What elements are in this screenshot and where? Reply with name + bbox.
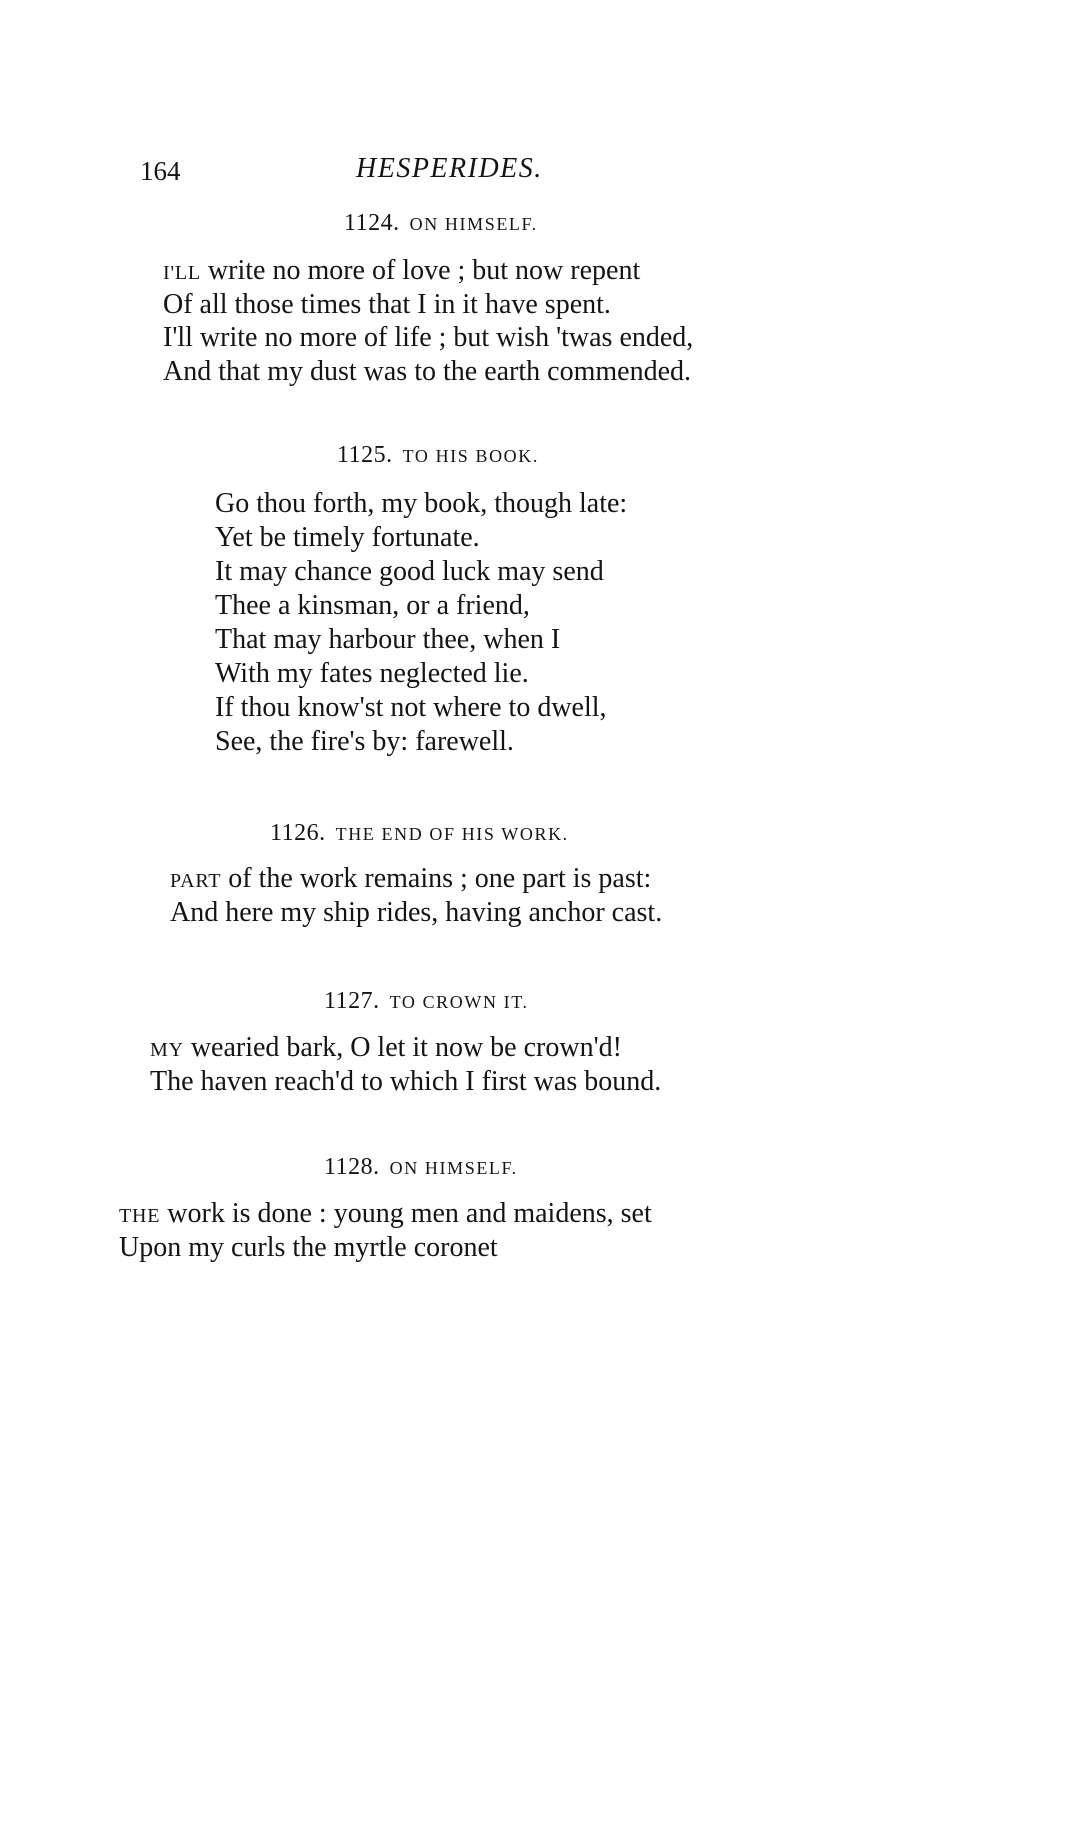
- poem-line: See, the fire's by: farewell.: [215, 726, 514, 757]
- poem-heading-1125: [337, 442, 539, 469]
- poem-title: ON HIMSELF.: [389, 1158, 518, 1178]
- poem-line: With my fates neglected lie.: [215, 658, 529, 689]
- poem-line: If thou know'st not where to dwell,: [215, 692, 607, 723]
- poem-line: I'LL write no more of love ; but now repent: [163, 255, 641, 286]
- poem-number: 1125.: [337, 442, 393, 468]
- poem-title: TO HIS BOOK.: [402, 446, 539, 466]
- poem-line: Of all those times that I in it have spent.: [163, 289, 611, 320]
- poem-number: 1127.: [324, 988, 380, 1014]
- poem-number: 1128.: [324, 1154, 380, 1180]
- poem-heading-1127: [324, 988, 529, 1015]
- poem-line: I'll write no more of life ; but wish 'twas ended,: [163, 322, 694, 353]
- poem-heading-1128: [324, 1154, 518, 1181]
- poem-number: 1126.: [270, 820, 326, 846]
- poem-title: THE END OF HIS WORK.: [335, 824, 569, 844]
- poem-line: That may harbour thee, when I: [215, 624, 561, 655]
- poem-line: Go thou forth, my book, though late:: [215, 488, 628, 519]
- poem-line: Thee a kinsman, or a friend,: [215, 590, 530, 621]
- poem-heading-1124: [344, 210, 538, 237]
- poem-title: ON HIMSELF.: [409, 214, 538, 234]
- poem-heading-1126: [270, 820, 569, 847]
- poem-line: PART of the work remains ; one part is past:: [170, 863, 652, 894]
- poem-line: And that my dust was to the earth commended.: [163, 356, 691, 387]
- poem-line: MY wearied bark, O let it now be crown'd!: [150, 1032, 622, 1063]
- poem-line: The haven reach'd to which I first was bound.: [150, 1066, 662, 1097]
- page-number: 164: [140, 156, 181, 186]
- poem-line: It may chance good luck may send: [215, 556, 604, 587]
- poem-line: And here my ship rides, having anchor cast.: [170, 897, 663, 928]
- poem-line: Upon my curls the myrtle coronet: [119, 1232, 498, 1263]
- poem-number: 1124.: [344, 210, 400, 236]
- poem-line: THE work is done : young men and maidens, set: [119, 1198, 652, 1229]
- poem-line: Yet be timely fortunate.: [215, 522, 480, 553]
- poem-title: TO CROWN IT.: [389, 992, 529, 1012]
- running-title: HESPERIDES.: [356, 153, 543, 184]
